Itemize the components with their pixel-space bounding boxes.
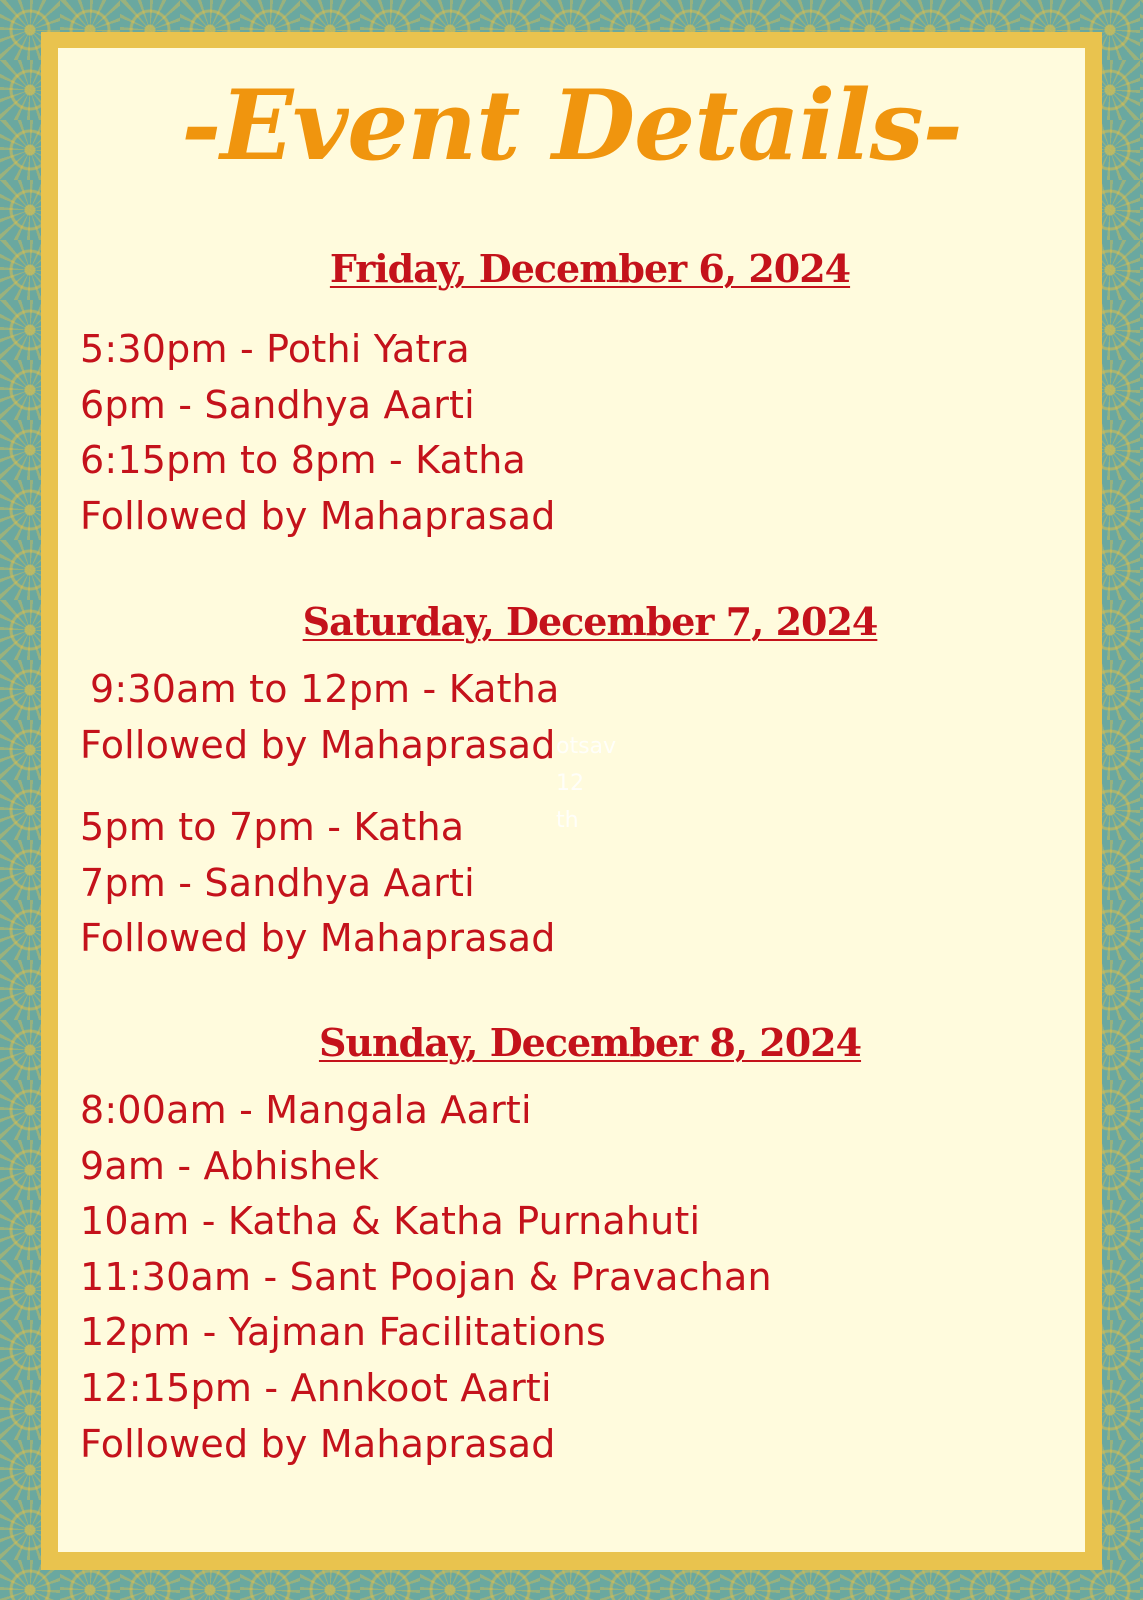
schedule-item: Followed by Mahaprasad [80,916,556,961]
schedule-item: 6pm - Sandhya Aarti [80,382,475,427]
schedule-item: 11:30am - Sant Poojan & Pravachan [80,1254,772,1299]
schedule-item: 10am - Katha & Katha Purnahuti [80,1199,701,1244]
sunday-schedule [80,1083,772,1472]
schedule-item: Followed by Mahaprasad [80,493,556,538]
saturday-evening-schedule [80,800,556,967]
overlay-line: th [556,808,579,833]
schedule-item: 5:30pm - Pothi Yatra [80,327,470,371]
saturday-morning-schedule [80,662,560,773]
schedule-item: 7pm - Sandhya Aarti [80,860,475,905]
schedule-item: 9:30am to 12pm - Katha [90,667,560,711]
schedule-item: Followed by Mahaprasad [80,722,556,767]
schedule-item: 6:15pm to 8pm - Katha [80,438,526,483]
schedule-item: 12pm - Yajman Facilitations [80,1310,607,1355]
friday-schedule [80,322,556,544]
schedule-item: 9am - Abhishek [80,1143,380,1188]
schedule-item: 8:00am - Mangala Aarti [80,1088,532,1132]
schedule-item: Followed by Mahaprasad [80,1421,556,1466]
friday-heading: Friday, December 6, 2024 [329,246,851,291]
page-title: -Event Details- [181,69,962,182]
faint-overlay-text [556,728,616,839]
schedule-item: 5pm to 7pm - Katha [80,805,465,849]
overlay-line: otsav [556,734,617,759]
saturday-heading: Saturday, December 7, 2024 [302,599,878,644]
overlay-line: 12 [556,771,584,796]
schedule-item: 12:15pm - Annkoot Aarti [80,1365,552,1410]
sunday-heading: Sunday, December 8, 2024 [318,1020,862,1065]
